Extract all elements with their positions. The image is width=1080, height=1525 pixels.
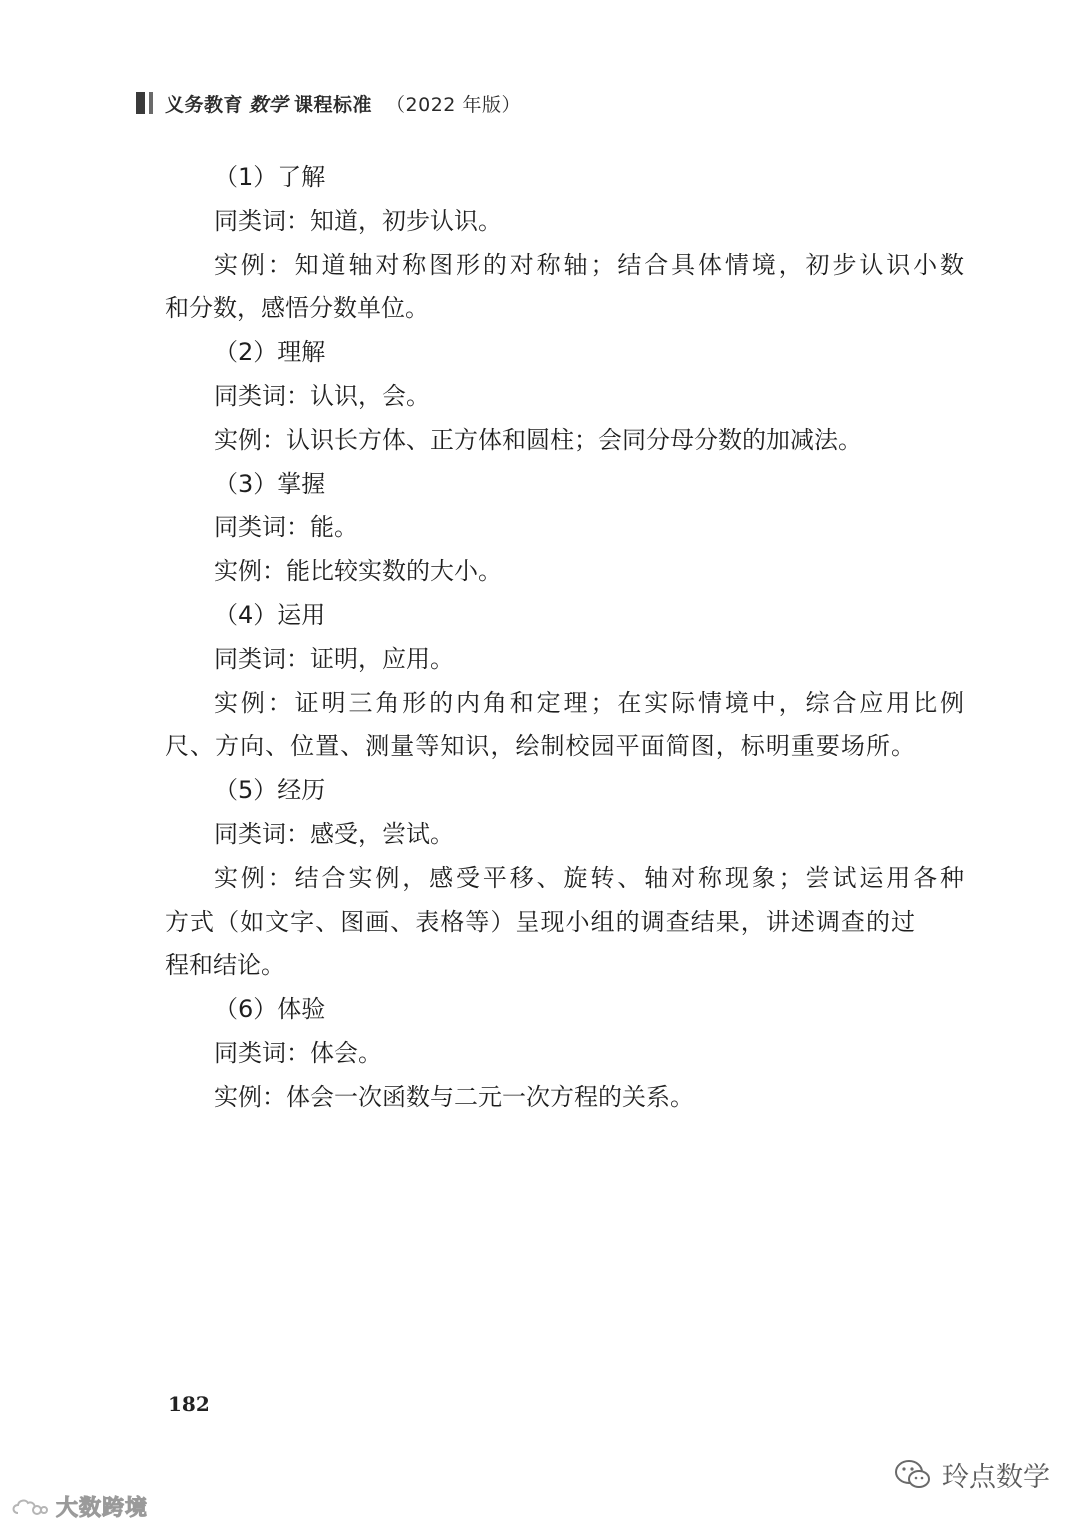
watermark-right-text: 玲点数学 — [942, 1462, 1050, 1493]
header-bar-thick — [136, 92, 145, 114]
cloud-logo-icon — [10, 1496, 48, 1518]
text-line: （5）经历 — [214, 776, 326, 805]
text-line: 和分数，感悟分数单位。 — [165, 294, 429, 323]
text-line: 程和结论。 — [165, 951, 285, 980]
watermark-left — [10, 1491, 148, 1522]
header-edition: （2022 年版） — [386, 93, 521, 116]
text-line: 同类词：知道，初步认识。 — [214, 206, 502, 235]
text-line: （4）运用 — [214, 600, 326, 629]
header-title — [165, 90, 521, 117]
text-line: 实例：结合实例，感受平移、旋转、轴对称现象；尝试运用各种 — [214, 863, 964, 892]
text-line: 同类词：证明，应用。 — [214, 644, 454, 673]
text-line: 实例：体会一次函数与二元一次方程的关系。 — [214, 1082, 694, 1111]
text-line: 同类词：体会。 — [214, 1038, 382, 1067]
header-part1: 义务教育 — [165, 93, 244, 116]
text-line: 实例：证明三角形的内角和定理；在实际情境中，综合应用比例 — [214, 688, 964, 717]
header-bars-decoration — [136, 92, 153, 114]
header-part3: 课程标准 — [294, 93, 373, 116]
text-line: （1）了解 — [214, 163, 326, 191]
page-number: 182 — [168, 1392, 210, 1416]
text-line: 同类词：感受，尝试。 — [214, 819, 454, 848]
text-line: 实例：能比较实数的大小。 — [214, 557, 502, 586]
text-line: 实例：知道轴对称图形的对称轴；结合具体情境，初步认识小数 — [214, 250, 964, 279]
text-line: 同类词：认识，会。 — [214, 381, 430, 410]
wechat-icon — [894, 1458, 932, 1492]
text-line: 方式（如文字、图画、表格等）呈现小组的调查结果，讲述调查的过 — [165, 907, 915, 936]
watermark-right — [894, 1455, 1050, 1494]
text-line: 同类词：能。 — [214, 513, 358, 542]
header-part2: 数学 — [249, 93, 289, 116]
body-text — [165, 156, 964, 1120]
text-line: 尺、方向、位置、测量等知识，绘制校园平面简图，标明重要场所。 — [165, 732, 915, 761]
text-line: （3）掌握 — [214, 469, 326, 498]
header-bar-thin — [149, 92, 153, 114]
watermark-left-text: 大数跨境 — [56, 1496, 149, 1521]
text-line: （2）理解 — [214, 338, 326, 367]
text-line: （6）体验 — [214, 995, 326, 1024]
text-line: 实例：认识长方体、正方体和圆柱；会同分母分数的加减法。 — [214, 425, 862, 454]
running-header — [136, 88, 521, 118]
